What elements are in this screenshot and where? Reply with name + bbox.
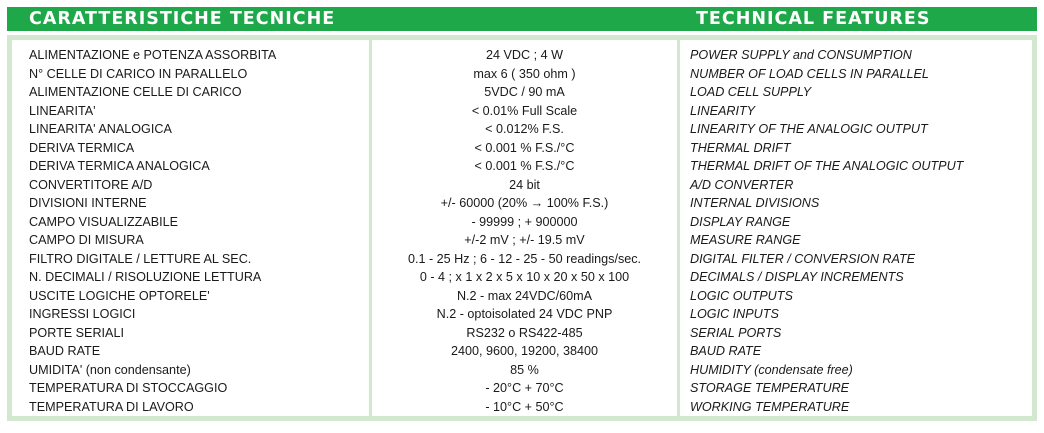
spec-label-it: DERIVA TERMICA <box>29 140 135 155</box>
spec-label-it: ALIMENTAZIONE CELLE DI CARICO <box>29 85 242 99</box>
spec-value: 24 bit <box>509 177 540 192</box>
spec-label-en: DIGITAL FILTER / CONVERSION RATE <box>690 251 916 266</box>
spec-label-it: USCITE LOGICHE OPTORELE' <box>29 288 210 303</box>
spec-label-it: FILTRO DIGITALE / LETTURE AL SEC. <box>29 251 252 266</box>
spec-table <box>7 35 1037 421</box>
values-list <box>372 46 677 416</box>
spec-label-it: TEMPERATURA DI LAVORO <box>29 399 194 414</box>
spec-label-it: UMIDITA' (non condensante) <box>29 362 191 377</box>
spec-value: 0.1 - 25 Hz ; 6 - 12 - 25 - 50 readings/sec. <box>407 251 642 266</box>
spec-value: RS232 o RS422-485 <box>466 325 583 340</box>
spec-label-it: CONVERTITORE A/D <box>29 177 153 192</box>
spec-value: 2400, 9600, 19200, 38400 <box>450 344 599 358</box>
spec-value: +/- 60000 (20% → 100% F.S.) <box>440 196 609 210</box>
spec-label-it: INGRESSI LOGICI <box>29 307 136 321</box>
spec-label-en: SERIAL PORTS <box>690 325 782 340</box>
spec-value: N.2 - max 24VDC/60mA <box>456 288 593 303</box>
header-bar <box>7 7 1037 31</box>
spec-label-en: MEASURE RANGE <box>690 233 801 247</box>
spec-value: 5VDC / 90 mA <box>484 85 565 99</box>
italian-labels-list <box>12 46 369 416</box>
spec-label-en: STORAGE TEMPERATURE <box>690 381 850 395</box>
spec-label-it: N. DECIMALI / RISOLUZIONE LETTURA <box>29 270 262 284</box>
spec-label-it: BAUD RATE <box>29 344 101 358</box>
spec-label-it: N° CELLE DI CARICO IN PARALLELO <box>29 66 248 81</box>
spec-label-en: DECIMALS / DISPLAY INCREMENTS <box>690 270 904 284</box>
spec-label-en: BAUD RATE <box>690 344 762 358</box>
spec-label-en: A/D CONVERTER <box>690 177 794 192</box>
spec-label-en: POWER SUPPLY and CONSUMPTION <box>690 48 912 62</box>
spec-label-it: CAMPO VISUALIZZABILE <box>29 214 179 229</box>
spec-label-en: LOGIC INPUTS <box>690 307 779 321</box>
spec-label-it: DIVISIONI INTERNE <box>29 196 147 210</box>
spec-value: 0 - 4 ; x 1 x 2 x 5 x 10 x 20 x 50 x 100 <box>419 270 630 284</box>
spec-label-en: LINEARITY OF THE ANALOGIC OUTPUT <box>690 122 928 136</box>
spec-value: < 0.012% F.S. <box>485 122 564 136</box>
spec-value: - 10°C + 50°C <box>485 399 564 414</box>
spec-label-en: DISPLAY RANGE <box>690 214 791 229</box>
spec-value: +/-2 mV ; +/- 19.5 mV <box>464 233 585 247</box>
english-labels-column <box>680 40 1032 416</box>
spec-label-en: LOAD CELL SUPPLY <box>690 85 812 99</box>
spec-label-en: LINEARITY <box>690 103 756 118</box>
spec-label-en: WORKING TEMPERATURE <box>690 399 850 414</box>
spec-label-en: NUMBER OF LOAD CELLS IN PARALLEL <box>690 66 929 81</box>
spec-label-it: ALIMENTAZIONE e POTENZA ASSORBITA <box>29 48 277 62</box>
spec-value: < 0.01% Full Scale <box>471 103 578 118</box>
values-column <box>372 40 677 416</box>
spec-label-it: DERIVA TERMICA ANALOGICA <box>29 159 210 173</box>
spec-label-it: CAMPO DI MISURA <box>29 233 144 247</box>
title-english: TECHNICAL FEATURES <box>696 9 931 29</box>
spec-label-it: PORTE SERIALI <box>29 325 124 340</box>
spec-value: - 20°C + 70°C <box>485 381 564 395</box>
spec-label-en: LOGIC OUTPUTS <box>690 288 793 303</box>
spec-label-en: HUMIDITY (condensate free) <box>690 362 853 377</box>
spec-value: N.2 - optoisolated 24 VDC PNP <box>436 307 613 321</box>
spec-value: - 99999 ; + 900000 <box>471 214 578 229</box>
spec-value: < 0.001 % F.S./°C <box>474 140 575 155</box>
spec-label-it: TEMPERATURA DI STOCCAGGIO <box>29 381 228 395</box>
spec-label-en: THERMAL DRIFT OF THE ANALOGIC OUTPUT <box>690 159 964 173</box>
spec-label-it: LINEARITA' <box>29 103 96 118</box>
spec-value: 85 % <box>510 362 539 377</box>
spec-label-en: THERMAL DRIFT <box>690 140 791 155</box>
spec-value: < 0.001 % F.S./°C <box>474 159 575 173</box>
title-italian: CARATTERISTICHE TECNICHE <box>29 9 336 29</box>
english-labels-list <box>680 46 1032 416</box>
italian-labels-column <box>12 40 369 416</box>
spec-value: max 6 ( 350 ohm ) <box>473 66 576 81</box>
spec-label-it: LINEARITA' ANALOGICA <box>29 122 172 136</box>
spec-value: 24 VDC ; 4 W <box>486 48 563 62</box>
spec-label-en: INTERNAL DIVISIONS <box>690 196 820 210</box>
